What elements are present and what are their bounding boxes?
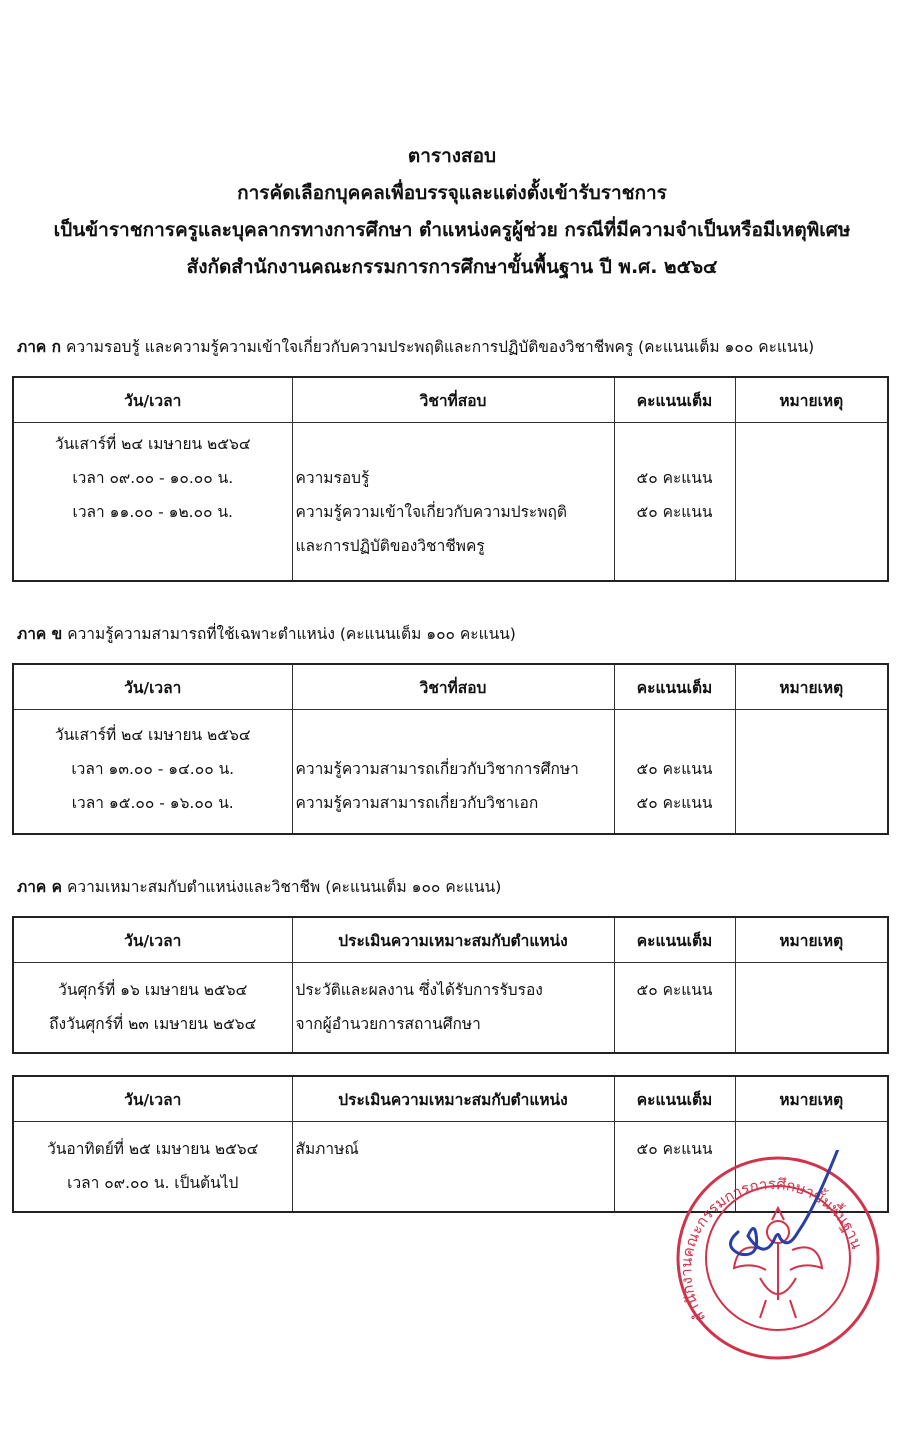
document-title: ตารางสอบ	[407, 145, 497, 167]
part-b-desc: ความรู้ความสามารถที่ใช้เฉพาะตำแหน่ง (คะแนนเต็ม ๑๐๐ คะแนน)	[67, 625, 516, 643]
table-row	[13, 963, 888, 1053]
table-header-row	[13, 917, 888, 963]
col-header-datetime: วัน/เวลา	[13, 664, 292, 710]
subject-item: ความรอบรู้	[295, 469, 370, 487]
part-c-desc: ความเหมาะสมกับตำแหน่งและวิชาชีพ (คะแนนเต็ม ๑๐๐ คะแนน)	[67, 878, 502, 896]
score-cell	[614, 423, 735, 581]
col-header-remark: หมายเหตุ	[735, 917, 888, 963]
part-b-heading	[17, 621, 516, 646]
datetime-cell	[13, 963, 292, 1053]
subject-item: ความรู้ความสามารถเกี่ยวกับวิชาเอก	[295, 794, 539, 812]
exam-date: วันเสาร์ที่ ๒๔ เมษายน ๒๕๖๔	[54, 435, 251, 453]
exam-time: เวลา ๑๑.๐๐ - ๑๒.๐๐ น.	[72, 503, 233, 521]
table-header-row	[13, 1076, 888, 1122]
score-cell	[614, 710, 735, 834]
official-seal-stamp	[668, 1150, 883, 1365]
part-c-heading	[17, 874, 501, 899]
garuda-emblem-icon	[734, 1208, 822, 1318]
part-c-table-1	[12, 916, 889, 1054]
part-b-table	[12, 663, 889, 835]
remark-cell	[735, 710, 888, 834]
col-header-remark: หมายเหตุ	[735, 664, 888, 710]
subject-cell	[292, 423, 614, 581]
exam-time: เวลา ๑๕.๐๐ - ๑๖.๐๐ น.	[71, 794, 234, 812]
score-value: ๕๐ คะแนน	[636, 981, 713, 999]
datetime-cell	[13, 1122, 292, 1212]
col-header-score: คะแนนเต็ม	[614, 1076, 735, 1122]
subject-item: ความรู้ความสามารถเกี่ยวกับวิชาการศึกษา	[295, 760, 579, 778]
table-row	[13, 423, 888, 581]
part-c-label: ภาค ค	[17, 878, 63, 896]
remark-cell	[735, 423, 888, 581]
subject-cell	[292, 710, 614, 834]
assessment-item: สัมภาษณ์	[295, 1140, 359, 1158]
part-a-label: ภาค ก	[17, 338, 62, 356]
assessment-item: จากผู้อำนวยการสถานศึกษา	[295, 1015, 481, 1033]
col-header-datetime: วัน/เวลา	[13, 377, 292, 423]
col-header-assessment: ประเมินความเหมาะสมกับตำแหน่ง	[292, 1076, 614, 1122]
exam-time: เวลา ๐๙.๐๐ - ๑๐.๐๐ น.	[72, 469, 234, 487]
header-line-3: สังกัดสำนักงานคณะกรรมการการศึกษาขั้นพื้นฐาน ปี พ.ศ. ๒๕๖๔	[186, 256, 718, 278]
subject-item: และการปฏิบัติของวิชาชีพครู	[295, 537, 485, 555]
part-a-desc: ความรอบรู้ และความรู้ความเข้าใจเกี่ยวกับความประพฤติและการปฏิบัติของวิชาชีพครู (คะแนนเต็ม ๑๐๐ คะแนน)	[66, 338, 815, 356]
exam-date: วันอาทิตย์ที่ ๒๕ เมษายน ๒๕๖๔	[47, 1140, 259, 1158]
score-value: ๕๐ คะแนน	[636, 503, 713, 521]
datetime-cell	[13, 423, 292, 581]
exam-time: เวลา ๑๓.๐๐ - ๑๔.๐๐ น.	[71, 760, 235, 778]
remark-cell	[735, 963, 888, 1053]
col-header-datetime: วัน/เวลา	[13, 917, 292, 963]
table-header-row	[13, 377, 888, 423]
col-header-score: คะแนนเต็ม	[614, 664, 735, 710]
score-cell	[614, 963, 735, 1053]
col-header-datetime: วัน/เวลา	[13, 1076, 292, 1122]
signature-icon	[730, 1150, 853, 1255]
col-header-score: คะแนนเต็ม	[614, 917, 735, 963]
table-header-row	[13, 664, 888, 710]
part-a-heading	[17, 334, 814, 359]
score-value: ๕๐ คะแนน	[636, 1140, 713, 1158]
exam-time: เวลา ๐๙.๐๐ น. เป็นต้นไป	[67, 1174, 239, 1192]
col-header-subject: วิชาที่สอบ	[292, 664, 614, 710]
assessment-cell	[292, 963, 614, 1053]
col-header-remark: หมายเหตุ	[735, 1076, 888, 1122]
score-value: ๕๐ คะแนน	[636, 760, 713, 778]
exam-date: วันศุกร์ที่ ๑๖ เมษายน ๒๕๖๔	[58, 981, 248, 999]
header-line-1: การคัดเลือกบุคคลเพื่อบรรจุและแต่งตั้งเข้ารับราชการ	[237, 182, 667, 204]
col-header-remark: หมายเหตุ	[735, 377, 888, 423]
score-value: ๕๐ คะแนน	[636, 794, 713, 812]
assessment-item: ประวัติและผลงาน ซึ่งได้รับการรับรอง	[295, 981, 543, 999]
document-header	[0, 138, 904, 286]
col-header-subject: วิชาที่สอบ	[292, 377, 614, 423]
assessment-cell	[292, 1122, 614, 1212]
part-b-label: ภาค ข	[17, 625, 63, 643]
exam-date: วันเสาร์ที่ ๒๔ เมษายน ๒๕๖๔	[54, 726, 251, 744]
part-a-table	[12, 376, 889, 582]
table-row	[13, 710, 888, 834]
header-line-2: เป็นข้าราชการครูและบุคลากรทางการศึกษา ตำแหน่งครูผู้ช่วย กรณีที่มีความจำเป็นหรือมีเหตุพิเศษ	[53, 219, 851, 241]
exam-date: ถึงวันศุกร์ที่ ๒๓ เมษายน ๒๕๖๔	[49, 1015, 257, 1033]
datetime-cell	[13, 710, 292, 834]
col-header-score: คะแนนเต็ม	[614, 377, 735, 423]
score-value: ๕๐ คะแนน	[636, 469, 713, 487]
subject-item: ความรู้ความเข้าใจเกี่ยวกับความประพฤติ	[295, 503, 567, 521]
col-header-assessment: ประเมินความเหมาะสมกับตำแหน่ง	[292, 917, 614, 963]
seal-text: สำนักงานคณะกรรมการการศึกษาขั้นพื้นฐาน	[677, 1175, 866, 1326]
